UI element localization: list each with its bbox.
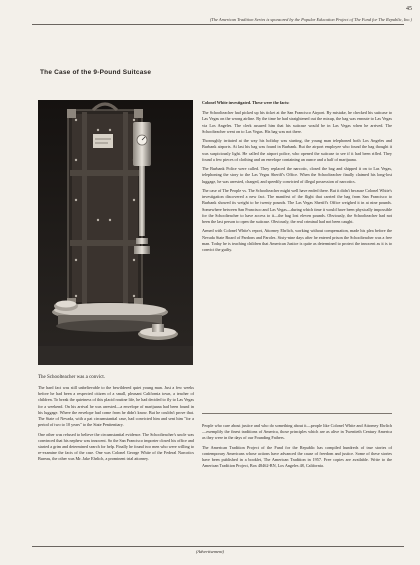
page-number: 45 bbox=[406, 6, 412, 12]
top-rule bbox=[32, 24, 404, 25]
right-paragraph: The case of The People vs. The Schoolteacher might well have ended there. But it didn't because Colonel White's investigation discovered a new fact. The manifest of the flight that carried the bag from San Francisco to Burbank showed its weight to be twenty pounds. The Las Vegas Sheriff's Office weighed it in at nine pounds. Somewhere between San Francisco and Las Vegas—during which time it would have been physically impossible for the Schoolteacher to have access to it—the bag lost eleven pounds. Obviously, the Schoolteacher had not been the last person to open the suitcase. Obviously, the real criminal had not been caught. bbox=[202, 188, 392, 225]
right-paragraph: The Schoolteacher had picked up his ticket at the San Francisco Airport. By mistake, he checked his suitcase to Las Vegas on the wrong airline. By the time he had straightened out the mixup, the bag was enroute to Las Vegas via Los Angeles. The clerk assured him that his suitcase would be in Las Vegas when he arrived. The Schoolteacher went on to Las Vegas. His bag was not there. bbox=[202, 110, 392, 134]
article-title: The Case of the 9-Pound Suitcase bbox=[40, 69, 152, 76]
conclusion-paragraph: The American Tradition Project of the Fund for the Republic has compiled hundreds of true stories of contemporary Americans whose actions have advanced the cause of freedom and justice. Some of these stories have been published in a booklet, The American Tradition in 1957. Free copies are available. Write to the American Tradition Project, Box 48462-BN, Los Angeles 48, California. bbox=[202, 444, 392, 469]
suitcase-and-scale-illustration bbox=[38, 100, 193, 365]
right-paragraph: Thoroughly irritated at the way his holiday was starting, the young man telephoned both Los Angeles and Burbank airports. At last his bag was found in Burbank. But the airport employee who found the bag thought it was suspiciously light. He called the airport police, who opened the suitcase to see if it had been rifled. They found a few pieces of clothing and an envelope containing an ounce and a half of marijuana. bbox=[202, 138, 392, 162]
advertisement-label: (Advertisement) bbox=[195, 549, 225, 554]
left-column-text bbox=[38, 385, 194, 466]
conclusion-paragraph: People who care about justice and who do something about it—people like Colonel White and Attorney Ehrlich—exemplify the finest traditions of America, those principles which are as alive in Twentieth Century America as they were in the days of our Founding Fathers. bbox=[202, 423, 392, 441]
right-lead: Colonel White investigated. These were the facts: bbox=[202, 100, 290, 105]
bottom-rule bbox=[32, 546, 404, 547]
right-paragraph: Armed with Colonel White's report, Attorney Ehrlich, working without compensation, made his plea before the Nevada State Board of Pardons and Paroles. Sixty-nine days after he entered prison the Schoolteacher was a free man. Today he is teaching children that American Justice is quite as determined to protect the innocent as it is to convict the guilty. bbox=[202, 228, 392, 253]
left-paragraph: The hard fact was still unbelievable to the bewildered quiet young man. Just a few weeks before he had been a respected citizen of a small, pleasant California town, a teacher of children. To break the quietness of this placid routine life, he had decided to fly to Las Vegas for a weekend. On his arrival he was arrested—a envelope of marijuana had been found in his luggage. Where the envelope had come from he didn't know. But he couldn't prove that. The State of Nevada, with a pat circumstantial case, had convicted him and sent him "for a period of two to 10 years" to the State Penitentiary. bbox=[38, 385, 194, 428]
right-paragraph: The Burbank Police were called. They replaced the narcotic, closed the bag and shipped it on to Las Vegas, telephoning the story to the Las Vegas Sheriff's Office. When the Schoolteacher finally claimed his long-lost luggage, he was arrested, charged, and speedily convicted of illegal possession of narcotics. bbox=[202, 166, 392, 184]
right-column-conclusion bbox=[202, 423, 392, 473]
column-divider bbox=[202, 413, 392, 414]
photo-caption: The Schoolteacher was a convict. bbox=[38, 375, 106, 380]
right-column-text bbox=[202, 100, 392, 256]
left-paragraph: One other was refused to believe the circumstantial evidence. The Schoolteacher's uncle was convinced that his nephew was innocent. So the San Francisco importer closed his office and started a grim and determined search for help. Finally he found two men who were willing to re-examine the facts of the case. One was Colonel George White of the Federal Narcotics Bureau, the other was Mr. Jake Ehrlich, a prominent trial attorney. bbox=[38, 431, 194, 462]
suitcase-photo bbox=[38, 100, 193, 365]
sponsor-line: (The American Tradition Series is sponsored by the Popular Education Project of The Fund for The Republic, Inc.) bbox=[209, 17, 412, 22]
